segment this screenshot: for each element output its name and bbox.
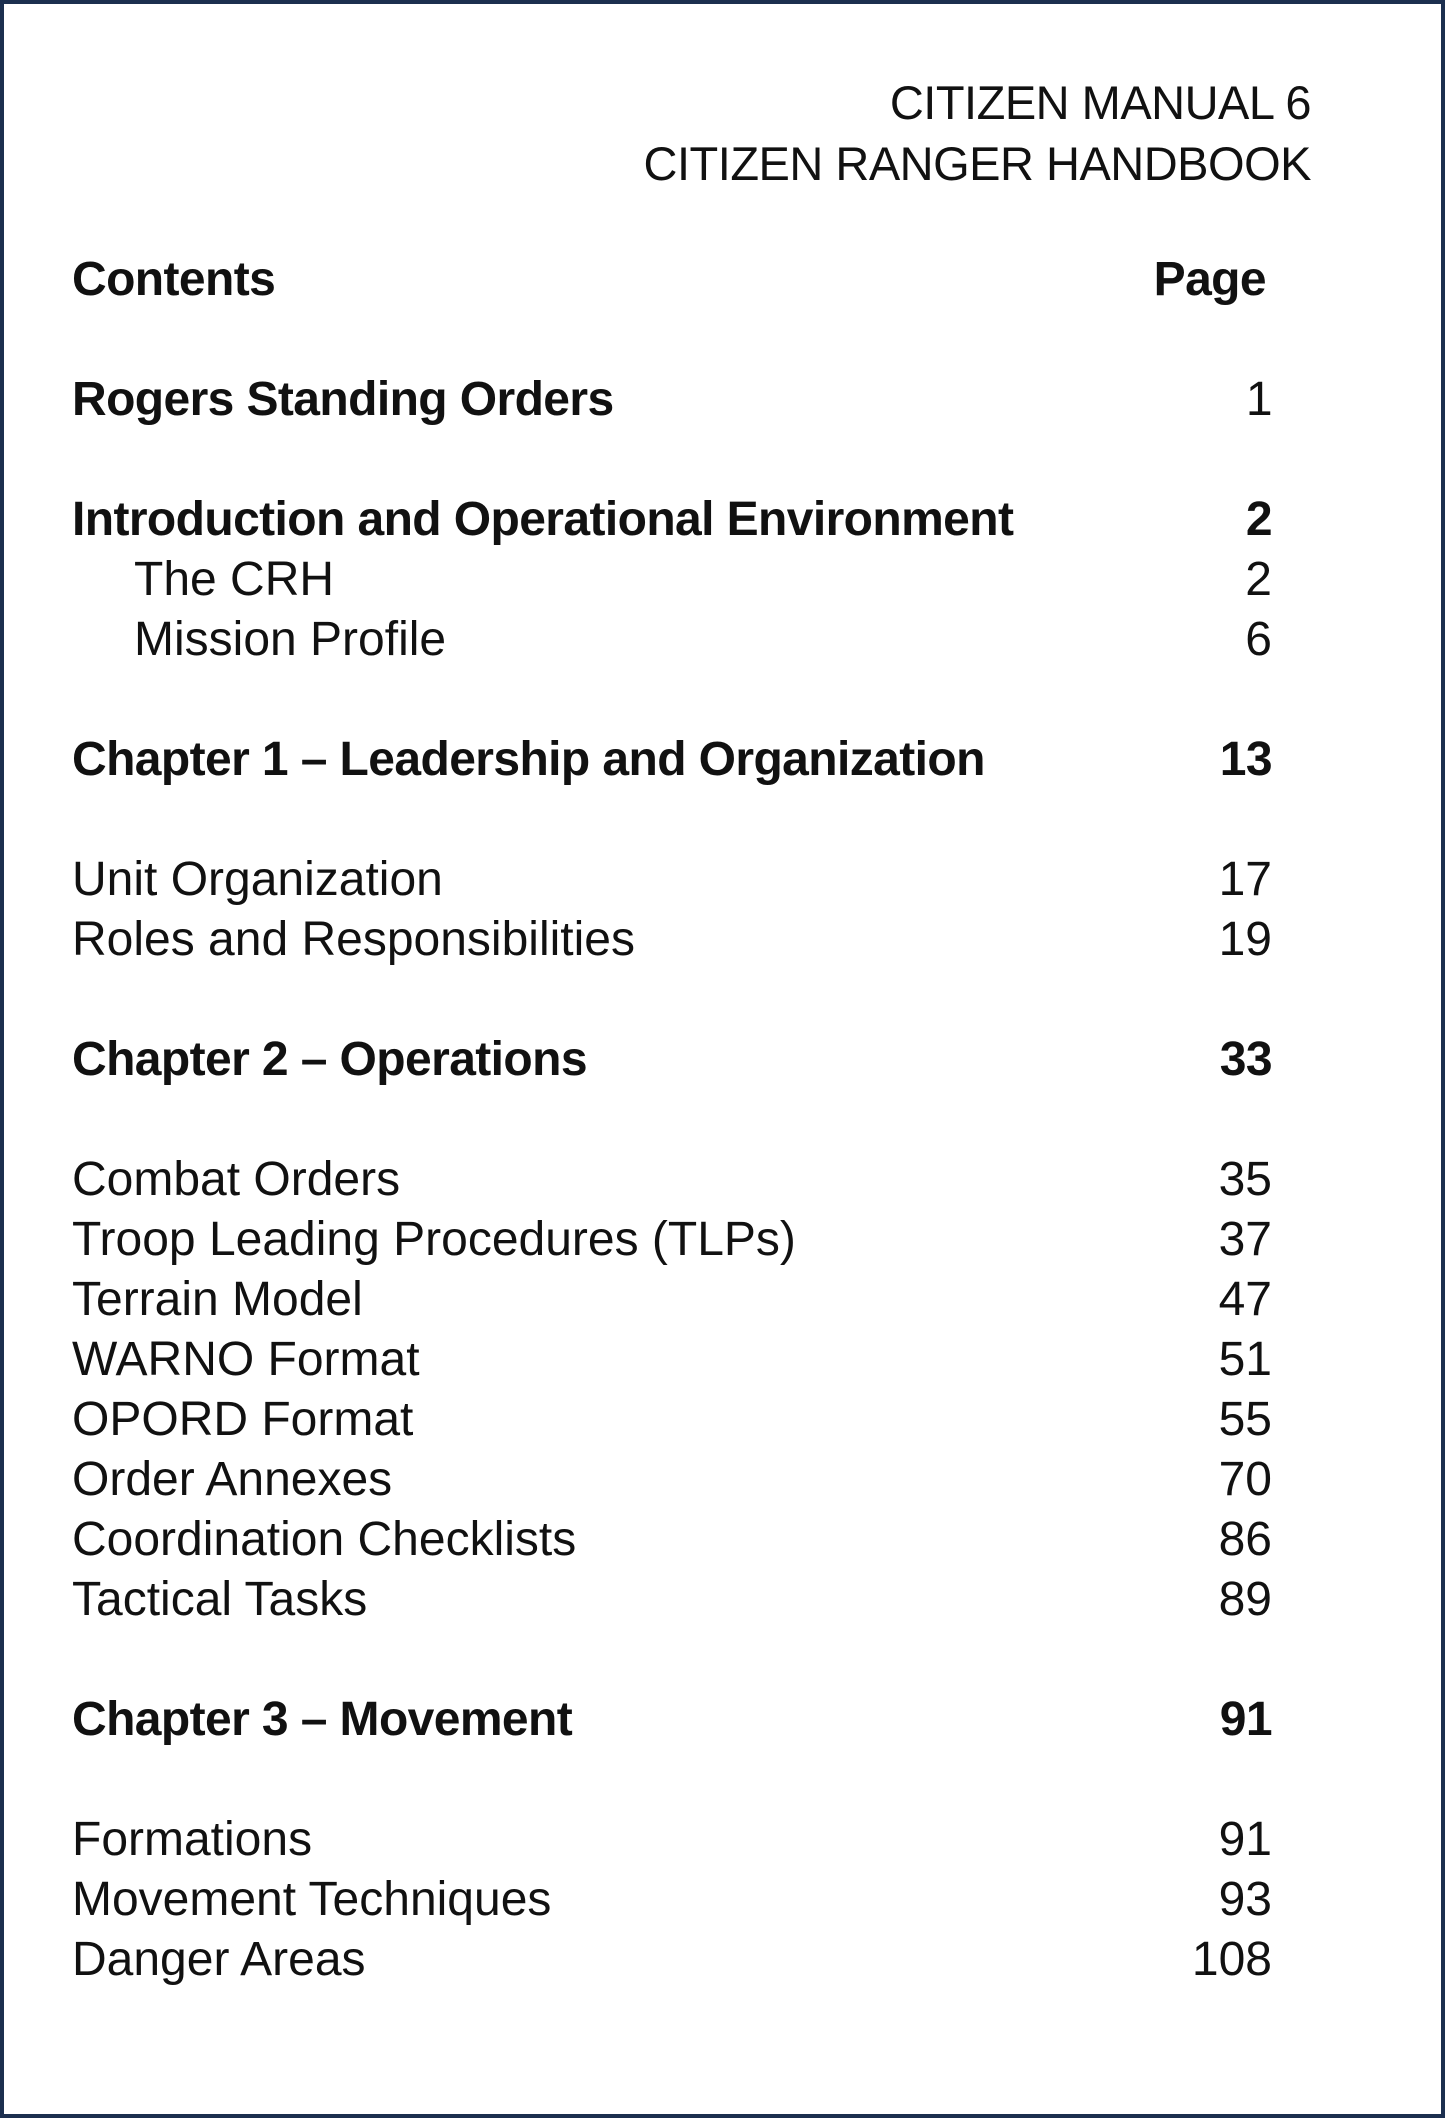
spacer bbox=[72, 790, 1272, 850]
table-of-contents bbox=[72, 250, 1272, 1990]
toc-entry-page: 35 bbox=[1218, 1153, 1272, 1206]
page-label: Page bbox=[1153, 253, 1266, 306]
toc-entry-page: 1 bbox=[1245, 373, 1272, 426]
toc-entry-title: Chapter 3 – Movement bbox=[72, 1693, 573, 1746]
toc-entry-the-crh bbox=[72, 550, 1272, 610]
toc-entry-page: 93 bbox=[1218, 1873, 1272, 1926]
toc-entry-title: Roles and Responsibilities bbox=[72, 913, 635, 966]
spacer bbox=[72, 1090, 1272, 1150]
toc-entry-rogers-standing-orders bbox=[72, 370, 1272, 430]
toc-entry-page: 91 bbox=[1218, 1813, 1272, 1866]
toc-entry-page: 33 bbox=[1219, 1033, 1272, 1086]
toc-entry-coordination-checklists bbox=[72, 1510, 1272, 1570]
toc-entry-page: 17 bbox=[1218, 853, 1272, 906]
toc-entry-title: Terrain Model bbox=[72, 1273, 363, 1326]
toc-entry-page: 2 bbox=[1245, 493, 1272, 546]
toc-entry-page: 55 bbox=[1218, 1393, 1272, 1446]
toc-entry-warno-format bbox=[72, 1330, 1272, 1390]
spacer bbox=[72, 310, 1272, 370]
toc-entry-mission-profile bbox=[72, 610, 1272, 670]
toc-entry-title: Mission Profile bbox=[134, 613, 447, 666]
toc-entry-title: Order Annexes bbox=[72, 1453, 393, 1506]
toc-entry-page: 91 bbox=[1219, 1693, 1272, 1746]
toc-entry-page: 86 bbox=[1218, 1513, 1272, 1566]
toc-entry-title: WARNO Format bbox=[72, 1333, 420, 1386]
toc-entry-title: Introduction and Operational Environment bbox=[72, 493, 1014, 546]
toc-entry-title: Chapter 1 – Leadership and Organization bbox=[72, 733, 985, 786]
toc-entry-tactical-tasks bbox=[72, 1570, 1272, 1630]
toc-entry-title: Unit Organization bbox=[72, 853, 443, 906]
toc-entry-introduction bbox=[72, 490, 1272, 550]
spacer bbox=[72, 1750, 1272, 1810]
manual-number: CITIZEN MANUAL 6 bbox=[889, 76, 1311, 129]
toc-entry-roles-responsibilities bbox=[72, 910, 1272, 970]
toc-entry-title: Tactical Tasks bbox=[72, 1573, 368, 1626]
toc-entry-title: Danger Areas bbox=[72, 1933, 366, 1986]
toc-entry-title: Troop Leading Procedures (TLPs) bbox=[72, 1213, 796, 1266]
toc-entry-formations bbox=[72, 1810, 1272, 1870]
toc-entry-title: Movement Techniques bbox=[72, 1873, 552, 1926]
manual-title: CITIZEN RANGER HANDBOOK bbox=[643, 137, 1311, 190]
spacer bbox=[72, 1630, 1272, 1690]
toc-entry-page: 51 bbox=[1218, 1333, 1272, 1386]
toc-entry-unit-organization bbox=[72, 850, 1272, 910]
toc-entry-chapter-1 bbox=[72, 730, 1272, 790]
toc-entry-opord-format bbox=[72, 1390, 1272, 1450]
toc-entry-page: 37 bbox=[1218, 1213, 1272, 1266]
toc-entry-title: Formations bbox=[72, 1813, 313, 1866]
toc-entry-tlps bbox=[72, 1210, 1272, 1270]
toc-entry-chapter-2 bbox=[72, 1030, 1272, 1090]
toc-entry-combat-orders bbox=[72, 1150, 1272, 1210]
toc-entry-page: 19 bbox=[1218, 913, 1272, 966]
toc-entry-title: Chapter 2 – Operations bbox=[72, 1033, 587, 1086]
toc-header-row bbox=[72, 250, 1272, 310]
toc-entry-page: 89 bbox=[1218, 1573, 1272, 1626]
toc-entry-page: 2 bbox=[1245, 553, 1272, 606]
spacer bbox=[72, 970, 1272, 1030]
toc-entry-title: Coordination Checklists bbox=[72, 1513, 577, 1566]
toc-entry-chapter-3 bbox=[72, 1690, 1272, 1750]
toc-entry-title: The CRH bbox=[134, 553, 335, 606]
toc-entry-movement-techniques bbox=[72, 1870, 1272, 1930]
toc-entry-page: 108 bbox=[1191, 1933, 1272, 1986]
toc-entry-order-annexes bbox=[72, 1450, 1272, 1510]
contents-label: Contents bbox=[72, 253, 276, 306]
toc-entry-title: Combat Orders bbox=[72, 1153, 401, 1206]
document-header bbox=[644, 72, 1311, 194]
toc-entry-title: Rogers Standing Orders bbox=[72, 373, 614, 426]
spacer bbox=[72, 670, 1272, 730]
toc-entry-page: 47 bbox=[1218, 1273, 1272, 1326]
toc-entry-terrain-model bbox=[72, 1270, 1272, 1330]
toc-entry-title: OPORD Format bbox=[72, 1393, 414, 1446]
spacer bbox=[72, 430, 1272, 490]
toc-entry-page: 70 bbox=[1218, 1453, 1272, 1506]
toc-entry-page: 13 bbox=[1219, 733, 1272, 786]
toc-entry-danger-areas bbox=[72, 1930, 1272, 1990]
toc-entry-page: 6 bbox=[1245, 613, 1272, 666]
